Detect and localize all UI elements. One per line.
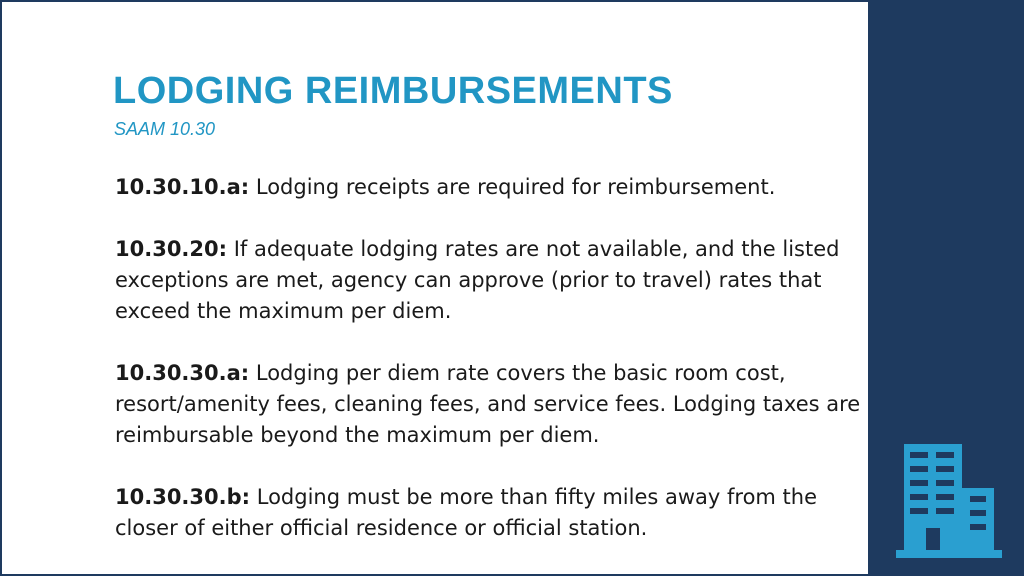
building-icon xyxy=(896,444,1002,558)
rule-id: 10.30.30.b: xyxy=(115,485,251,509)
slide-title: LODGING REIMBURSEMENTS xyxy=(113,70,673,112)
rule-text: Lodging per diem rate covers the basic room cost, resort/amenity fees, cleaning fees, and service fees. Lodging taxes are reimbursable beyond the maximum per diem. xyxy=(115,361,861,447)
rule-id: 10.30.10.a: xyxy=(115,175,250,199)
rule-item xyxy=(115,234,865,327)
rules-list xyxy=(115,172,865,544)
rule-id: 10.30.30.a: xyxy=(115,361,250,385)
slide-subtitle: SAAM 10.30 xyxy=(114,119,216,139)
rule-item xyxy=(115,172,865,203)
rule-item xyxy=(115,358,865,451)
rule-text: Lodging receipts are required for reimbursement. xyxy=(255,175,776,199)
rule-item xyxy=(115,482,865,544)
rule-text: If adequate lodging rates are not available, and the listed exceptions are met, agency can approve (prior to travel) rates that exceed the maximum per diem. xyxy=(115,237,840,323)
rule-text: Lodging must be more than fifty miles away from the closer of either official residence or official station. xyxy=(115,485,818,540)
rule-id: 10.30.20: xyxy=(115,237,228,261)
